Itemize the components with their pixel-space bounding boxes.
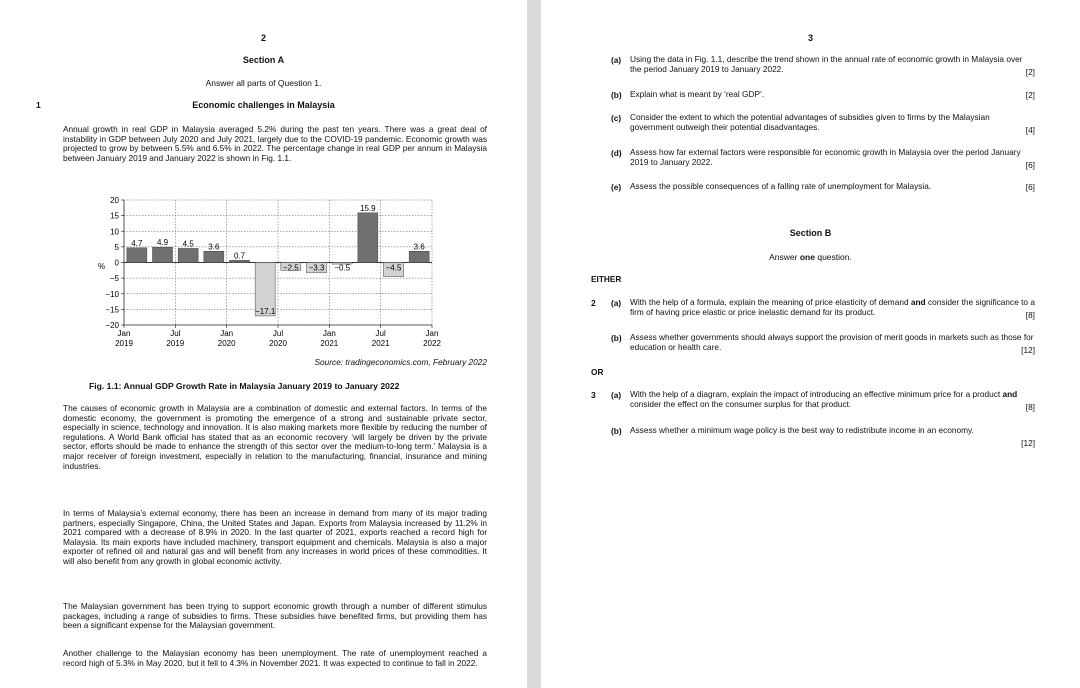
y-tick-label: 0 <box>114 258 119 268</box>
x-tick-label-year: 2020 <box>269 339 287 348</box>
paragraph-unemployment: Another challenge to the Malaysian economy has been unemployment. The rate of unemployment reached a record high of 5.3% in May 2020, but it fell to 4.3% in November 2021. It was expected to continue to fall in 2022. <box>63 648 487 668</box>
y-tick-label: 5 <box>114 242 119 252</box>
y-tick-label: −20 <box>105 321 119 330</box>
bar-data-label: −4.5 <box>385 263 402 273</box>
q2-part-marks-a: [8] <box>1025 310 1035 320</box>
instruction: Answer all parts of Question 1. <box>205 78 322 88</box>
y-tick-label: −5 <box>109 274 119 284</box>
part-text-b: Explain what is meant by ‘real GDP’. <box>630 89 765 99</box>
paragraph-domestic: The causes of economic growth in Malaysia are a combination of domestic and external factors. In terms of the domestic economy, the government is promoting the emergence of a strong and sustainable private sector, especially in science, technology and innovation. It is also making markets more flexible by reducing the number of regulations. A World Bank official has stated that as an economic recovery ‘will largely be driven by the private sector, efforts should be made to enhance the strength of this sector over the medium-to-long term.’ Malaysia is a major receiver of foreign investment, especially in relation to the manufacturing, financial, insurance and mining industries. <box>63 403 487 471</box>
bar-data-label: 0.7 <box>233 251 246 261</box>
gdp-growth-chart <box>80 192 500 357</box>
bar <box>178 248 198 262</box>
bar-data-label: 4.9 <box>156 238 169 248</box>
figure-caption: Fig. 1.1: Annual GDP Growth Rate in Malaysia January 2019 to January 2022 <box>89 381 400 391</box>
q2-part-text-a: With the help of a formula, explain the meaning of price elasticity of demand and consider the significance to a firm of having price elastic or price inelastic demand for its product. <box>630 297 1035 317</box>
y-tick-label: 20 <box>110 196 119 205</box>
bar-data-label: 4.7 <box>131 238 143 248</box>
q3-part-marks-a: [8] <box>1025 402 1035 412</box>
y-tick-label: −10 <box>105 289 119 299</box>
part-label-e: (e) <box>611 182 622 192</box>
q2-part-marks-b: [12] <box>1021 345 1035 355</box>
part-label-d: (d) <box>611 148 622 158</box>
part-text-a: Using the data in Fig. 1.1, describe the trend shown in the annual rate of economic growth in Malaysia over the period January 2019 to January 2022. <box>630 54 1023 74</box>
intro-paragraph: Annual growth in real GDP in Malaysia averaged 5.2% during the past ten years. There was a great deal of instability in GDP between July 2020 and July 2021, largely due to the COVID-19 pandemic. Economic growth was projected to grow by between 5.5% and 6.5% in 2022. The percentage change in real GDP per annum in Malaysia between January 2019 and January 2022 is shown in Fig. 1.1. <box>63 124 487 163</box>
bar-data-label: −3.3 <box>308 263 325 273</box>
q2-part-text-b: Assess whether governments should always support the provision of merit goods in markets such as those for education or health care. <box>630 332 1034 352</box>
question-title: Economic challenges in Malaysia <box>192 100 335 110</box>
x-tick-label-year: 2019 <box>166 339 185 348</box>
bar <box>152 247 172 262</box>
section-title: Section A <box>242 55 285 65</box>
question-3-number: 3 <box>591 390 596 400</box>
q2-part-label-b: (b) <box>611 333 622 343</box>
paragraph-subsidies: The Malaysian government has been trying to support economic growth through a number of different stimulus packages, including a range of subsidies to firms. These subsidies have benefited firms, but providing them has been a significant expense for the Malaysian government. <box>63 601 487 631</box>
chart-source: Source: tradingeconomics.com, February 2022 <box>314 357 487 367</box>
x-tick-label-year: 2020 <box>217 339 236 348</box>
y-axis-label: % <box>98 262 106 271</box>
or-label: OR <box>591 367 604 377</box>
bar-data-label: 3.6 <box>208 242 220 252</box>
paragraph-external: In terms of Malaysia’s external economy, there has been an increase in demand from many of its major trading partners, especially Singapore, China, the United States and Japan. Exports from Malaysia increased by 11.2% in 2021 compared with a decrease of 8.9% in 2020. In the last quarter of 2021, exports reached a record high for Malaysia. Its main exports have included machinery, transport equipment and chemicals. Malaysia is also a major exporter of refined oil and natural gas and will benefit from any increases in world prices of these commodities. It will also benefit from any growth in global economic activity. <box>63 508 487 566</box>
x-tick-label-year: 2022 <box>423 339 441 348</box>
section-b-title: Section B <box>789 228 832 238</box>
part-marks-b: [2] <box>1025 90 1035 100</box>
x-tick-label-month: Jan <box>425 329 439 338</box>
bar-data-label: −0.5 <box>334 263 351 273</box>
part-label-b: (b) <box>611 90 622 100</box>
x-tick-label-month: Jul <box>375 329 386 338</box>
bar-data-label: 3.6 <box>413 242 425 252</box>
x-tick-label-month: Jul <box>170 329 181 338</box>
question-number: 1 <box>36 100 41 110</box>
q2-part-label-a: (a) <box>611 298 622 308</box>
y-tick-label: 15 <box>110 211 119 221</box>
bar <box>229 260 249 262</box>
bar <box>358 213 378 263</box>
part-marks-c: [4] <box>1025 125 1035 135</box>
either-label: EITHER <box>591 274 622 284</box>
q3-part-text-a: With the help of a diagram, explain the impact of introducing an effective minimum price for a product and consider the effect on the consumer surplus for that product. <box>630 389 1018 409</box>
bar <box>127 248 147 263</box>
x-tick-label-month: Jan <box>117 329 131 338</box>
part-text-c: Consider the extent to which the potential advantages of subsidies given to firms by the Malaysian government outweigh their potential disadvantages. <box>630 112 990 132</box>
part-text-d: Assess how far external factors were responsible for economic growth in Malaysia over the period January 2019 to January 2022. <box>630 147 1021 167</box>
bar-data-label: −2.5 <box>282 263 299 273</box>
part-marks-d: [6] <box>1025 160 1035 170</box>
part-label-a: (a) <box>611 55 622 65</box>
y-tick-label: 10 <box>110 227 119 237</box>
q3-part-marks-b: [12] <box>1021 438 1035 448</box>
x-tick-label-month: Jul <box>272 329 284 338</box>
bar-data-label: 15.9 <box>360 203 376 213</box>
x-tick-label-year: 2021 <box>320 339 339 348</box>
q3-part-label-a: (a) <box>611 390 622 400</box>
part-label-c: (c) <box>611 113 622 123</box>
section-b-instruction: Answer one question. <box>769 252 852 262</box>
page-number: 2 <box>260 33 266 43</box>
part-marks-a: [2] <box>1025 67 1035 77</box>
part-marks-e: [6] <box>1025 182 1035 192</box>
bar-data-label: −17.1 <box>255 306 276 316</box>
x-tick-label-month: Jan <box>220 329 234 338</box>
bar <box>204 251 224 262</box>
bar-data-label: 4.5 <box>182 239 194 249</box>
y-tick-label: −15 <box>105 305 119 315</box>
x-tick-label-year: 2019 <box>115 339 133 348</box>
x-tick-label-month: Jan <box>322 329 336 338</box>
q3-part-label-b: (b) <box>611 426 622 436</box>
question-2-number: 2 <box>591 298 596 308</box>
part-text-e: Assess the possible consequences of a falling rate of unemployment for Malaysia. <box>630 181 932 191</box>
page-number: 3 <box>807 33 813 43</box>
bar <box>409 251 429 262</box>
right-page <box>541 0 1080 688</box>
x-tick-label-year: 2021 <box>371 339 390 348</box>
q3-part-text-b: Assess whether a minimum wage policy is the best way to redistribute income in an economy. <box>630 425 974 435</box>
left-page <box>0 0 527 688</box>
